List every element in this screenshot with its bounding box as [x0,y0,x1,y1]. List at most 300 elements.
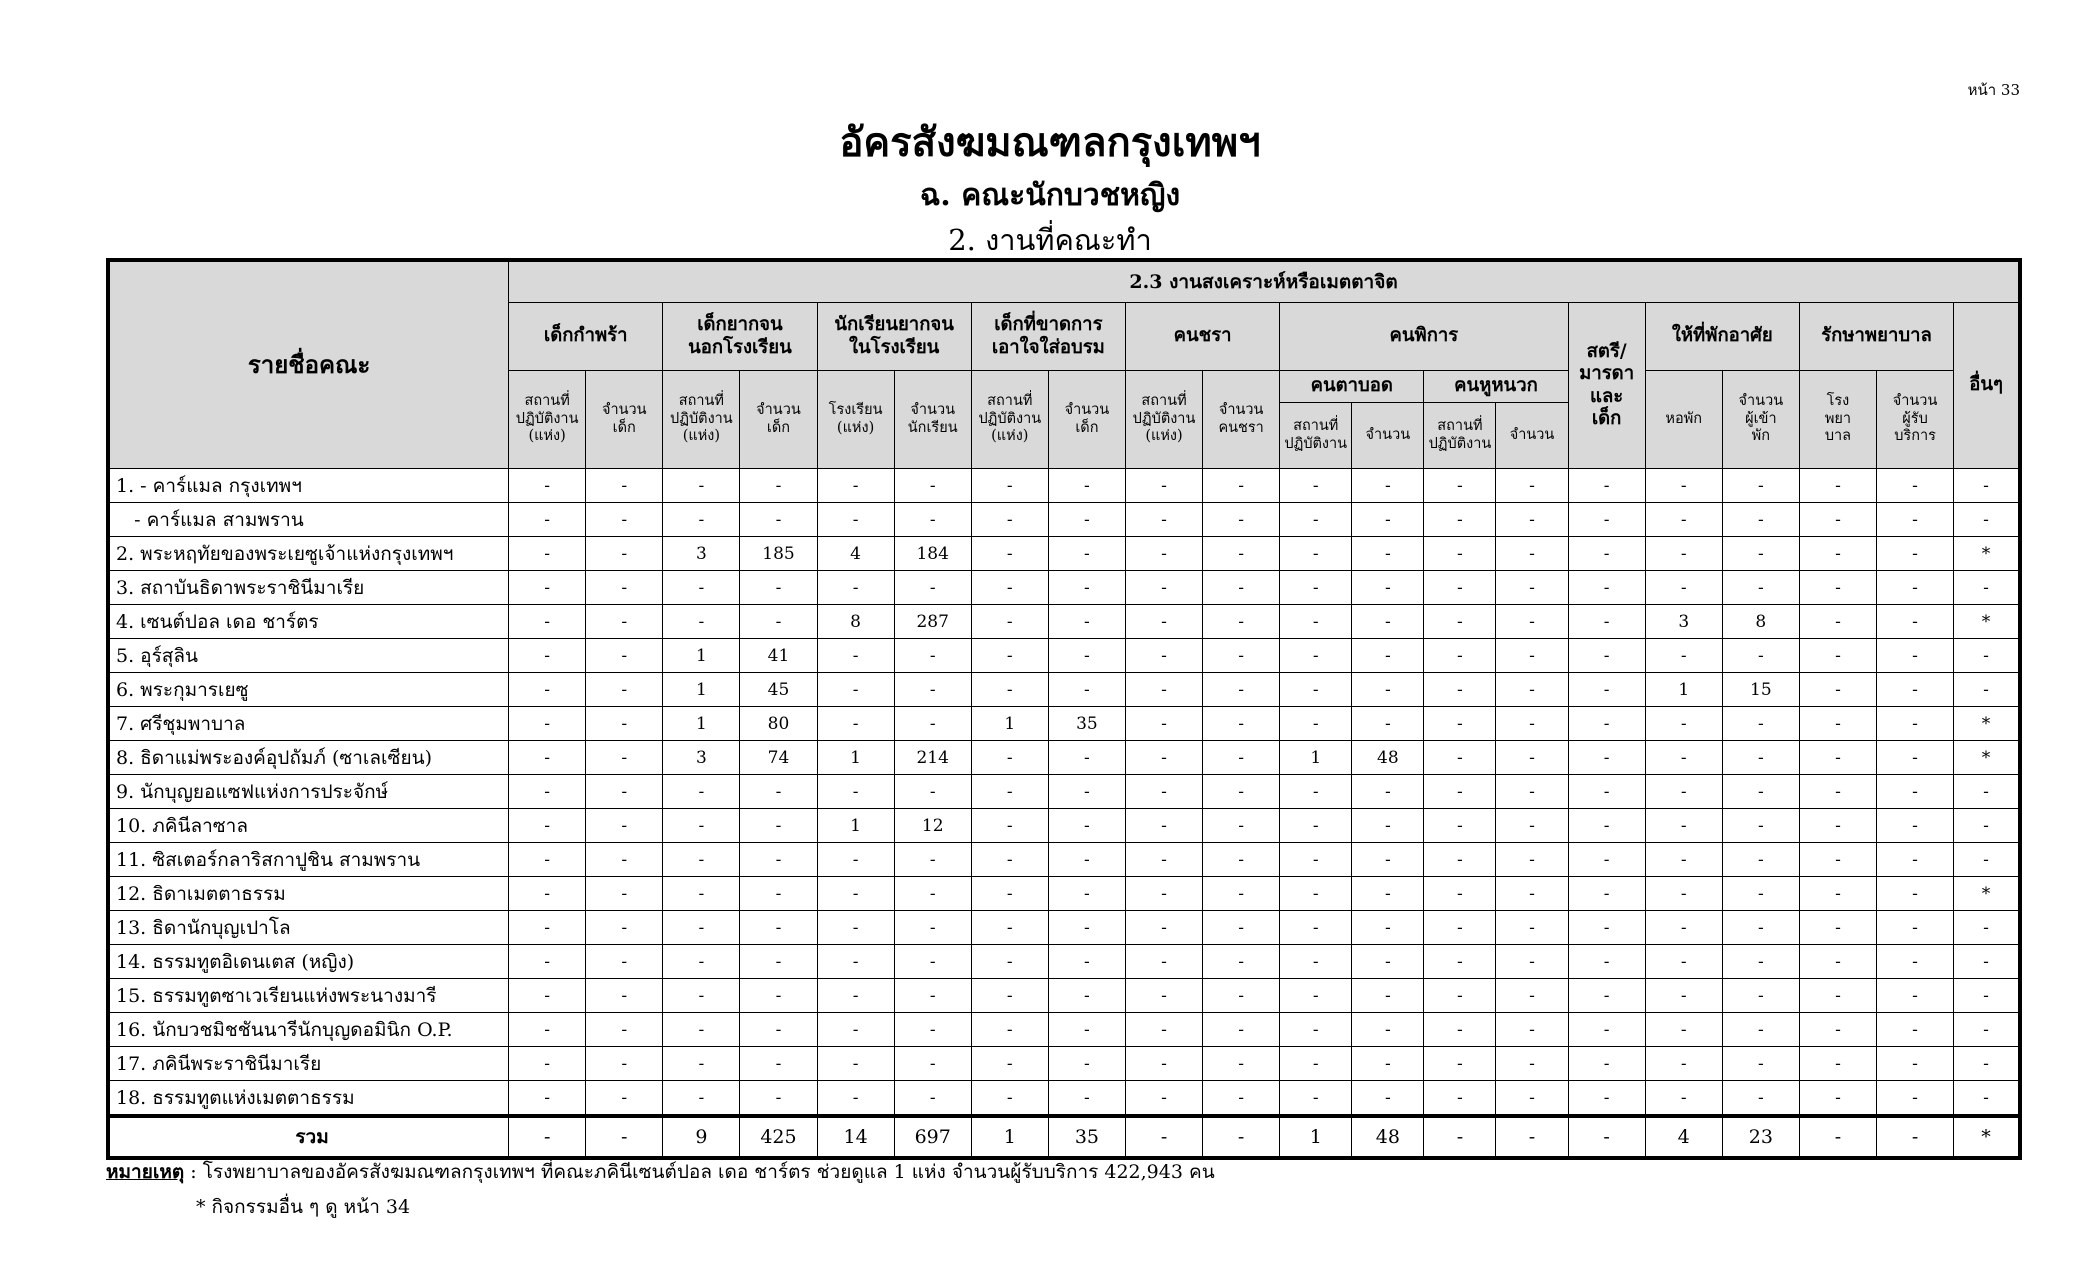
page-subtitle: ฉ. คณะนักบวชหญิง [919,178,1181,213]
table-cell: * [1954,537,2020,571]
elderly-place-header: สถานที่ ปฏิบัติงาน (แห่ง) [1125,371,1202,469]
table-cell: - [1280,571,1352,605]
table-row [108,605,2020,639]
table-row [108,537,2020,571]
table-cell: - [586,979,663,1013]
table-cell: - [1877,979,1954,1013]
table-cell: - [1203,1116,1280,1158]
table-cell: - [1799,639,1876,673]
table-cell: - [509,1047,586,1081]
table-cell: - [1877,707,1954,741]
table-cell: - [1048,775,1125,809]
table-cell: - [1954,1013,2020,1047]
table-cell: - [1352,571,1424,605]
table-cell: - [1877,911,1954,945]
table-cell: - [1203,639,1280,673]
table-cell: - [1877,1047,1954,1081]
table-cell: 1 [663,673,740,707]
row-name: 11. ซิสเตอร์กลาริสกาปูชิน สามพราน [108,843,509,877]
table-cell: - [971,503,1048,537]
table-cell: - [1954,1047,2020,1081]
table-cell: - [740,945,817,979]
table-cell: - [1722,1047,1799,1081]
table-cell: - [1568,571,1645,605]
table-row [108,639,2020,673]
row-name: 9. นักบุญยอแซฟแห่งการประจักษ์ [108,775,509,809]
table-cell: - [1280,1081,1352,1117]
table-cell: - [1722,775,1799,809]
table-cell: - [1280,1047,1352,1081]
table-cell: - [740,843,817,877]
table-cell: - [1799,503,1876,537]
table-cell: - [1568,775,1645,809]
table-cell: - [509,843,586,877]
table-cell: - [740,571,817,605]
table-cell: - [1496,639,1568,673]
table-cell: - [1424,1047,1496,1081]
table-cell: - [740,1047,817,1081]
table-cell: - [1203,877,1280,911]
group-neglected-children: เด็กที่ขาดการ เอาใจใส่อบรม [971,303,1125,371]
table-cell: - [1203,605,1280,639]
table-cell: - [1877,571,1954,605]
row-name: 4. เซนต์ปอล เดอ ชาร์ตร [108,605,509,639]
table-cell: - [1352,639,1424,673]
table-cell: - [1424,1013,1496,1047]
table-cell: 697 [894,1116,971,1158]
table-cell: - [586,571,663,605]
table-cell: - [1799,469,1876,503]
table-cell: - [663,1081,740,1117]
table-cell: - [1568,639,1645,673]
table-cell: - [1424,707,1496,741]
table-cell: * [1954,1116,2020,1158]
table-cell: - [586,809,663,843]
table-cell: 8 [1722,605,1799,639]
table-cell: - [894,843,971,877]
table-cell: - [1352,707,1424,741]
table-cell: - [1352,537,1424,571]
table-row [108,809,2020,843]
table-row [108,571,2020,605]
table-cell: - [894,979,971,1013]
table-cell: - [1954,945,2020,979]
table-cell: - [1877,673,1954,707]
table-cell: - [971,809,1048,843]
table-cell: - [509,809,586,843]
table-cell: - [1280,877,1352,911]
table-cell: - [1048,571,1125,605]
table-cell: - [1203,571,1280,605]
table-cell: - [1722,911,1799,945]
table-cell: - [663,945,740,979]
table-cell: - [1424,911,1496,945]
table-cell: - [1424,469,1496,503]
table-cell: - [894,945,971,979]
table-cell: - [1799,741,1876,775]
table-cell: - [1645,877,1722,911]
table-cell: - [817,469,894,503]
table-cell: - [663,503,740,537]
table-cell: - [1125,1081,1202,1117]
table-cell: - [1799,673,1876,707]
group-orphans: เด็กกำพร้า [509,303,663,371]
table-cell: - [740,911,817,945]
table-cell: - [1352,911,1424,945]
table-cell: - [1352,979,1424,1013]
table-cell: - [971,877,1048,911]
table-cell: 1 [971,1116,1048,1158]
table-cell: - [1568,911,1645,945]
row-name: 2. พระหฤทัยของพระเยซูเจ้าแห่งกรุงเทพฯ [108,537,509,571]
table-cell: - [1048,673,1125,707]
table-cell: * [1954,741,2020,775]
row-name: 7. ศรีชุมพาบาล [108,707,509,741]
table-cell: - [1048,877,1125,911]
table-cell: - [586,469,663,503]
table-cell: - [817,639,894,673]
blind-count-header: จำนวน [1352,403,1424,469]
table-cell: - [586,945,663,979]
table-row [108,945,2020,979]
table-cell: - [740,809,817,843]
table-cell: - [1722,469,1799,503]
table-cell: - [586,639,663,673]
subgroup-deaf: คนหูหนวก [1424,371,1568,403]
deaf-place-header: สถานที่ ปฏิบัติงาน [1424,403,1496,469]
table-cell: - [663,469,740,503]
table-cell: - [1280,537,1352,571]
table-cell: 14 [817,1116,894,1158]
table-cell: 3 [663,741,740,775]
table-cell: - [586,843,663,877]
page-number: หน้า 33 [1967,81,2020,99]
footnote-1 [106,1157,1215,1187]
table-cell: - [1352,605,1424,639]
table-cell: - [1496,1047,1568,1081]
row-name: 16. นักบวชมิชชันนารีนักบุญดอมินิก O.P. [108,1013,509,1047]
table-cell: 287 [894,605,971,639]
table-cell: - [1496,571,1568,605]
table-cell: - [1203,537,1280,571]
table-cell: - [1722,639,1799,673]
table-cell: - [663,911,740,945]
table-cell: - [894,775,971,809]
poor-out-place-header: สถานที่ ปฏิบัติงาน (แห่ง) [663,371,740,469]
table-cell: - [1424,673,1496,707]
table-cell: - [1496,1081,1568,1117]
table-cell: - [1496,537,1568,571]
table-cell: - [509,469,586,503]
table-cell: - [1799,1013,1876,1047]
table-cell: - [509,775,586,809]
group-elderly: คนชรา [1125,303,1279,371]
table-cell: - [1496,741,1568,775]
table-cell: - [1568,673,1645,707]
table-cell: - [971,945,1048,979]
table-cell: - [740,469,817,503]
table-cell: - [1424,537,1496,571]
table-cell: - [663,605,740,639]
table-cell: - [1125,503,1202,537]
table-cell: - [1722,843,1799,877]
row-name: 8. ธิดาแม่พระองค์อุปถัมภ์ (ซาเลเซียน) [108,741,509,775]
table-cell: - [1799,877,1876,911]
table-cell: - [1125,843,1202,877]
table-cell: - [1352,1013,1424,1047]
footnote-2: * กิจกรรมอื่น ๆ ดู หน้า 34 [196,1196,411,1218]
table-cell: - [663,1013,740,1047]
table-cell: - [586,537,663,571]
table-cell: - [1352,503,1424,537]
table-cell: - [817,911,894,945]
poor-out-count-header: จำนวน เด็ก [740,371,817,469]
blind-place-header: สถานที่ ปฏิบัติงาน [1280,403,1352,469]
table-cell: - [1568,707,1645,741]
row-name: 18. ธรรมทูตแห่งเมตตาธรรม [108,1081,509,1117]
table-cell: 48 [1352,741,1424,775]
table-cell: - [509,911,586,945]
table-cell: - [1877,945,1954,979]
table-cell: - [1877,741,1954,775]
table-cell: - [1352,877,1424,911]
table-cell: - [1568,1047,1645,1081]
table-row [108,1013,2020,1047]
table-cell: 35 [1048,707,1125,741]
table-body [108,469,2020,1159]
table-cell: - [1954,673,2020,707]
table-cell: 35 [1048,1116,1125,1158]
section-2-3-header: 2.3 งานสงเคราะห์หรือเมตตาจิต [509,260,2020,303]
table-cell: - [1280,843,1352,877]
shelter-count-header: จำนวน ผู้เข้า พัก [1722,371,1799,469]
table-cell: - [1877,1013,1954,1047]
table-cell: - [1424,741,1496,775]
table-cell: - [586,1081,663,1117]
table-cell: - [1954,979,2020,1013]
table-cell: - [1496,809,1568,843]
group-shelter: ให้ที่พักอาศัย [1645,303,1799,371]
table-cell: - [1496,707,1568,741]
table-cell: - [894,1013,971,1047]
table-cell: - [971,911,1048,945]
table-cell: - [817,1047,894,1081]
table-cell: - [740,979,817,1013]
table-cell: - [1203,843,1280,877]
table-cell: - [1048,741,1125,775]
table-cell: - [1352,469,1424,503]
table-cell: - [1722,979,1799,1013]
table-cell: 1 [817,809,894,843]
table-cell: - [1424,1081,1496,1117]
table-cell: - [1799,843,1876,877]
table-cell: - [1568,1116,1645,1158]
table-cell: - [1048,809,1125,843]
row-name: - คาร์แมล สามพราน [108,503,509,537]
table-cell: - [1352,843,1424,877]
table-cell: 80 [740,707,817,741]
table-cell: - [586,741,663,775]
table-cell: * [1954,605,2020,639]
table-cell: - [971,673,1048,707]
table-cell: - [1496,843,1568,877]
table-cell: 184 [894,537,971,571]
table-cell: - [1280,605,1352,639]
table-cell: - [1568,503,1645,537]
group-women-children: สตรี/ มารดา และ เด็ก [1568,303,1645,469]
table-cell: - [1280,979,1352,1013]
table-cell: - [1203,469,1280,503]
total-row [108,1116,2020,1158]
table-cell: - [1203,775,1280,809]
table-cell: - [1280,911,1352,945]
table-cell: - [1125,639,1202,673]
table-cell: - [1048,1013,1125,1047]
table-cell: - [1496,979,1568,1013]
table-cell: - [509,1013,586,1047]
table-cell: - [586,1047,663,1081]
table-cell: - [1125,1047,1202,1081]
table-cell: - [1048,1047,1125,1081]
table-cell: - [894,877,971,911]
table-cell: - [1954,775,2020,809]
table-cell: - [1203,945,1280,979]
table-cell: - [1203,1081,1280,1117]
table-cell: - [740,503,817,537]
neglected-count-header: จำนวน เด็ก [1048,371,1125,469]
table-cell: - [586,911,663,945]
table-cell: 214 [894,741,971,775]
table-cell: - [740,877,817,911]
table-cell: - [1203,809,1280,843]
footnote-text: : โรงพยาบาลของอัครสังฆมณฑลกรุงเทพฯ ที่คณะภคินีเซนต์ปอล เดอ ชาร์ตร ช่วยดูแล 1 แห่ง จำนวนผู้รับบริการ 422,943 คน [184,1161,1215,1183]
table-cell: - [1645,707,1722,741]
table-cell: - [1125,605,1202,639]
table-cell: - [1645,1081,1722,1117]
table-cell: - [894,571,971,605]
page-title: อัครสังฆมณฑลกรุงเทพฯ [839,119,1261,166]
table-cell: - [1280,775,1352,809]
table-cell: - [1877,775,1954,809]
group-medical: รักษาพยาบาล [1799,303,1953,371]
table-cell: - [1722,537,1799,571]
table-cell: - [1048,639,1125,673]
table-cell: - [1203,1013,1280,1047]
table-cell: - [1877,877,1954,911]
table-cell: - [1877,639,1954,673]
table-cell: - [1722,877,1799,911]
table-cell: - [1203,741,1280,775]
table-cell: - [1424,979,1496,1013]
table-cell: - [509,877,586,911]
table-cell: - [1645,571,1722,605]
table-cell: - [1645,1013,1722,1047]
table-cell: - [1280,707,1352,741]
table-cell: - [1722,741,1799,775]
table-cell: - [1424,605,1496,639]
table-cell: - [1799,945,1876,979]
table-cell: - [663,843,740,877]
table-cell: 4 [817,537,894,571]
table-cell: - [1280,673,1352,707]
table-cell: - [663,571,740,605]
table-cell: - [509,605,586,639]
table-cell: 12 [894,809,971,843]
table-cell: - [1352,945,1424,979]
table-row [108,1047,2020,1081]
orphans-count-header: จำนวน เด็ก [586,371,663,469]
group-other: อื่นๆ [1954,303,2020,469]
table-cell: - [1799,707,1876,741]
table-cell: - [1722,571,1799,605]
table-cell: - [817,503,894,537]
table-cell: - [509,741,586,775]
table-cell: 1 [1280,741,1352,775]
table-cell: - [1877,843,1954,877]
table-cell: - [740,1081,817,1117]
table-cell: - [1424,503,1496,537]
table-cell: - [586,605,663,639]
table-cell: - [1645,639,1722,673]
table-cell: - [1203,707,1280,741]
table-cell: - [509,537,586,571]
table-cell: - [1645,741,1722,775]
table-cell: - [1424,1116,1496,1158]
table-cell: - [1877,537,1954,571]
table-cell: - [1645,537,1722,571]
table-cell: 15 [1722,673,1799,707]
table-row [108,1081,2020,1117]
table-cell: 23 [1722,1116,1799,1158]
table-cell: - [663,979,740,1013]
table-cell: 1 [971,707,1048,741]
table-cell: - [1280,809,1352,843]
table-cell: - [1877,1081,1954,1117]
table-cell: - [1877,809,1954,843]
table-cell: - [1125,877,1202,911]
group-poor-students: นักเรียนยากจน ในโรงเรียน [817,303,971,371]
table-cell: - [586,877,663,911]
table-cell: - [894,707,971,741]
table-cell: - [971,1013,1048,1047]
row-name: 3. สถาบันธิดาพระราชินีมาเรีย [108,571,509,605]
table-cell: - [1048,843,1125,877]
table-cell: - [1280,503,1352,537]
table-cell: - [1799,571,1876,605]
table-cell: - [971,775,1048,809]
table-row [108,503,2020,537]
table-cell: - [1125,1013,1202,1047]
table-cell: - [1125,1116,1202,1158]
table-cell: - [1125,979,1202,1013]
table-cell: - [817,877,894,911]
table-cell: - [1799,809,1876,843]
table-cell: - [1645,911,1722,945]
table-cell: - [817,775,894,809]
table-cell: 425 [740,1116,817,1158]
table-cell: 1 [663,707,740,741]
table-cell: - [1424,877,1496,911]
table-cell: 3 [663,537,740,571]
table-cell: - [509,979,586,1013]
table-cell: - [1954,911,2020,945]
table-cell: - [1568,605,1645,639]
table-cell: - [1352,1081,1424,1117]
table-row [108,673,2020,707]
row-name: รวม [108,1116,509,1158]
table-cell: - [1722,945,1799,979]
table-row [108,877,2020,911]
